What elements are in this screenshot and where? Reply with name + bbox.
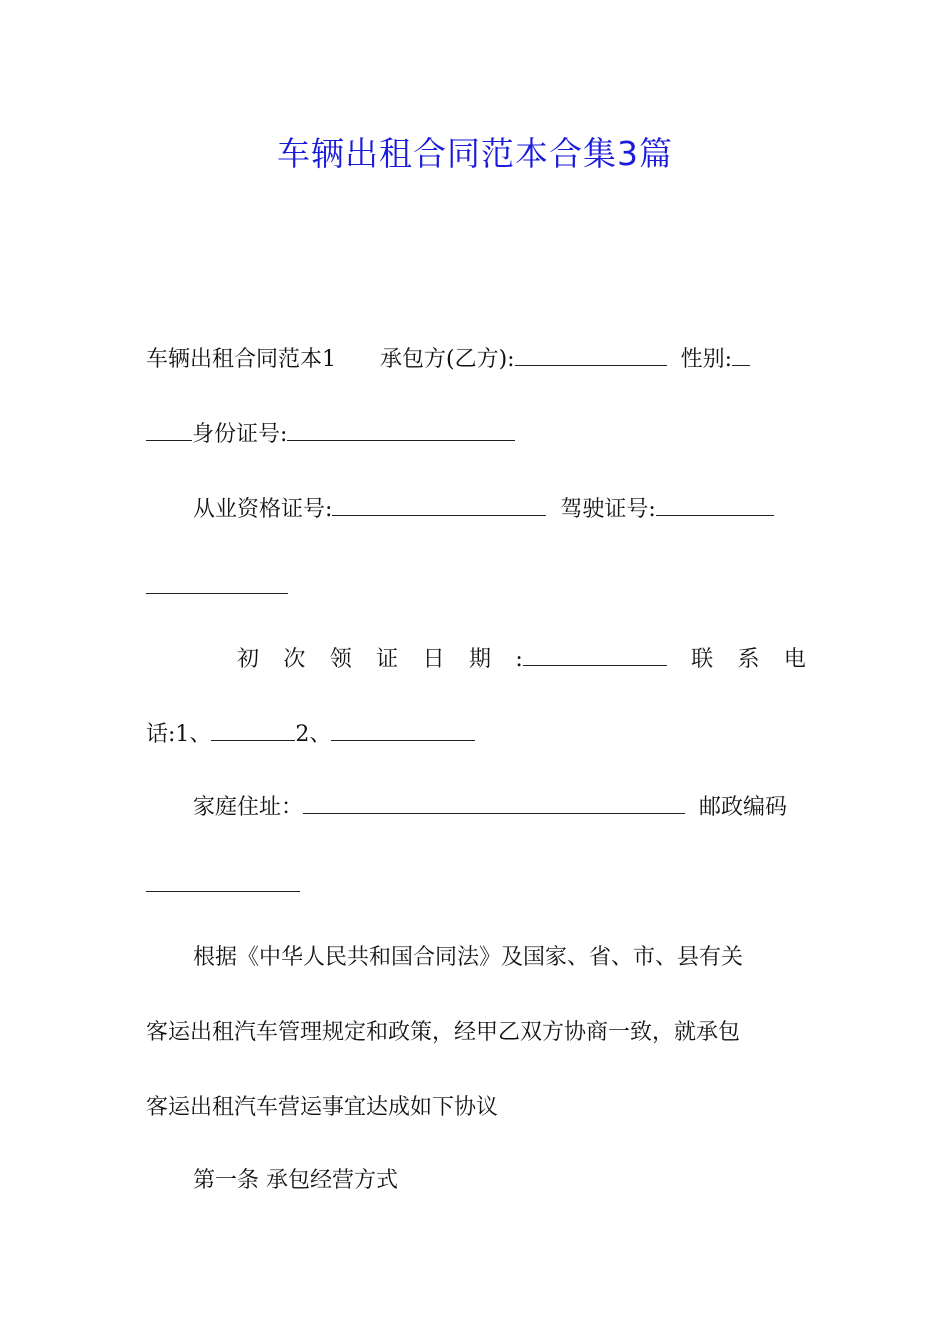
article-1-title: 第一条 承包经营方式	[193, 1168, 398, 1193]
phone-blank-1	[211, 720, 295, 741]
phone-blank-2	[331, 720, 475, 741]
address-blank	[303, 793, 685, 814]
address-label: 家庭住址：	[193, 795, 304, 820]
qualification-blank	[332, 495, 546, 516]
body-line-3: 客运出租汽车营运事宜达成如下协议	[146, 1095, 499, 1120]
date-char-5: 日	[422, 647, 445, 672]
license-label: 驾驶证号:	[560, 497, 656, 522]
para-address	[193, 793, 806, 823]
qualification-label: 从业资格证号:	[193, 497, 333, 522]
date-char-2: 次	[283, 647, 306, 672]
date-char-1: 初	[237, 647, 260, 672]
date-colon: :	[515, 647, 523, 672]
phone-char-2: 系	[737, 647, 760, 672]
license-blank-cont	[146, 593, 288, 594]
date-char-4: 证	[376, 647, 399, 672]
gender-blank	[732, 345, 750, 366]
date-blank	[523, 645, 667, 666]
para-phone	[146, 720, 806, 750]
document-title: 车辆出租合同范本合集3篇	[277, 134, 673, 173]
phone-mid: 2、	[295, 722, 332, 747]
para-first-license-date	[237, 645, 806, 675]
contract-heading: 车辆出租合同范本1	[146, 347, 336, 372]
body-line-1: 根据《中华人民共和国合同法》及国家、省、市、县有关	[193, 945, 744, 970]
id-label: 身份证号:	[192, 422, 288, 447]
party-b-label: 承包方(乙方):	[380, 347, 515, 372]
phone-char-3: 电	[783, 647, 806, 672]
gender-blank-cont	[146, 420, 192, 441]
date-colon-group	[515, 645, 666, 675]
para-qualification	[193, 495, 806, 525]
gender-label: 性别:	[680, 347, 733, 372]
party-b-blank	[515, 345, 667, 366]
license-blank	[656, 495, 774, 516]
para-contract-heading	[146, 345, 806, 375]
date-char-3: 领	[329, 647, 352, 672]
id-blank	[287, 420, 515, 441]
para-id-number	[146, 420, 806, 450]
phone-char-1: 联	[691, 647, 714, 672]
body-line-2: 客运出租汽车管理规定和政策，经甲乙双方协商一致，就承包	[146, 1020, 741, 1045]
postal-blank	[146, 891, 300, 892]
date-char-6: 期	[468, 647, 491, 672]
postal-label: 邮政编码	[699, 795, 788, 820]
phone-prefix: 话:1、	[146, 722, 212, 747]
